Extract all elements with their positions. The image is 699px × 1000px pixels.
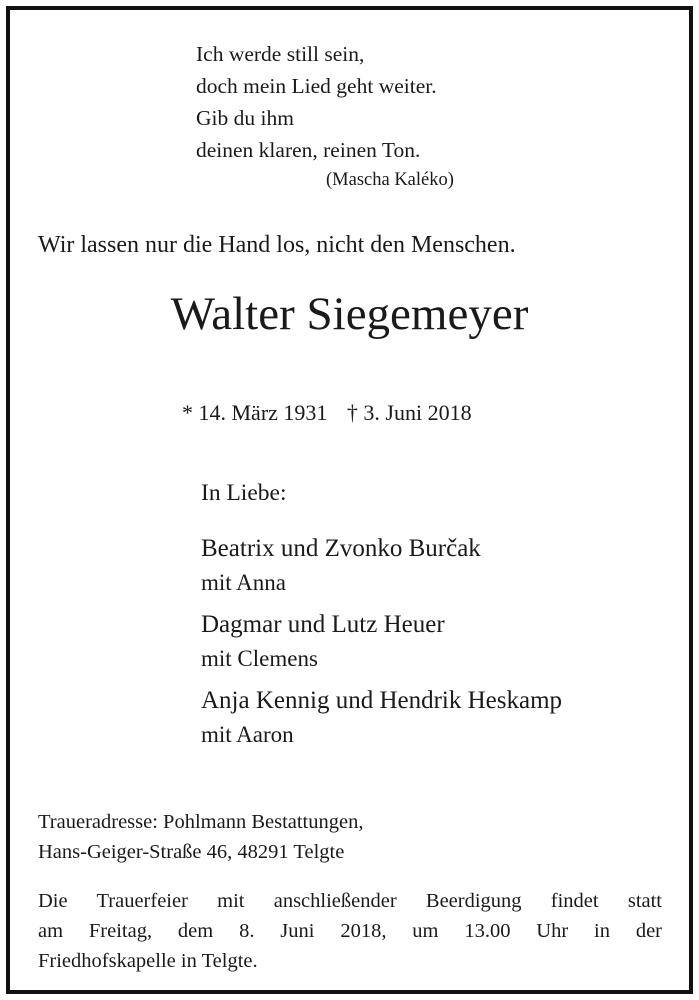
mourners-intro: In Liebe:	[201, 480, 287, 506]
family-entry	[201, 607, 562, 675]
family-names: Beatrix und Zvonko Burčak	[201, 535, 481, 562]
poem-line: deinen klaren, reinen Ton.	[196, 138, 421, 162]
family-entry	[201, 531, 562, 599]
family-child: mit Clemens	[201, 646, 318, 671]
mourners-list	[201, 531, 562, 759]
obituary-notice	[6, 6, 693, 994]
birth-date: * 14. März 1931	[182, 400, 328, 425]
poem-line: doch mein Lied geht weiter.	[196, 74, 437, 98]
deceased-name: Walter Siegemeyer	[170, 288, 529, 340]
family-entry	[201, 683, 562, 751]
family-names: Anja Kennig und Hendrik Heskamp	[201, 687, 563, 714]
address-line: Hans-Geiger-Straße 46, 48291 Telgte	[38, 841, 345, 863]
family-child: mit Aaron	[201, 722, 294, 747]
service-line: am Freitag, dem 8. Juni 2018, um 13.00 Uhr in der	[38, 920, 662, 942]
mourning-address	[38, 807, 363, 867]
motto: Wir lassen nur die Hand los, nicht den Menschen.	[38, 232, 516, 258]
family-child: mit Anna	[201, 570, 286, 595]
death-date: † 3. Juni 2018	[346, 400, 472, 425]
poem-line: Gib du ihm	[196, 106, 294, 130]
funeral-service-info	[38, 886, 662, 976]
family-names: Dagmar und Lutz Heuer	[201, 611, 445, 638]
service-line: Friedhofskapelle in Telgte.	[38, 950, 258, 972]
life-dates	[182, 400, 472, 426]
poem-author: (Mascha Kaléko)	[326, 170, 454, 190]
service-line: Die Trauerfeier mit anschließender Beerdigung findet statt	[38, 890, 662, 912]
address-line: Traueradresse: Pohlmann Bestattungen,	[38, 811, 364, 833]
poem	[196, 38, 437, 166]
poem-line: Ich werde still sein,	[196, 42, 365, 66]
